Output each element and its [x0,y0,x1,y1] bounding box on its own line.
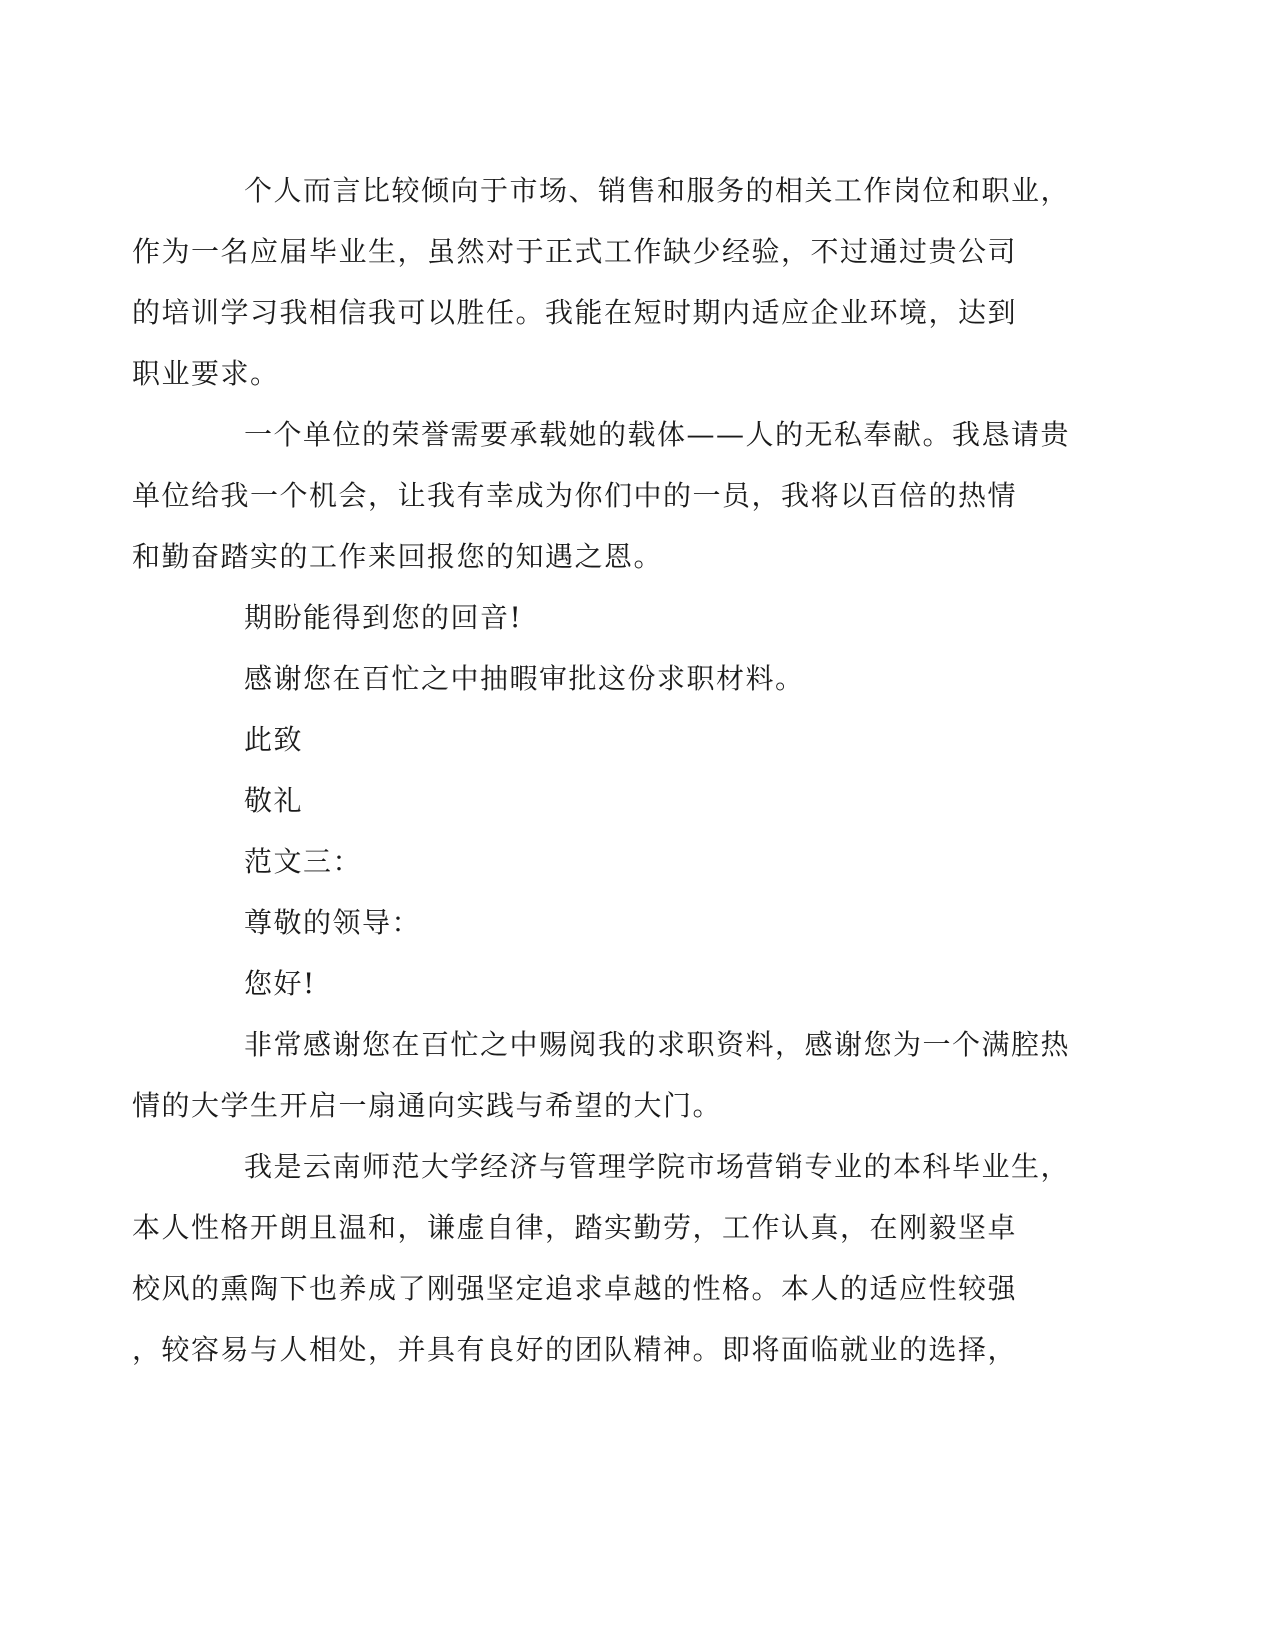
text-line: 尊敬的领导： [244,906,422,939]
text-line: 我是云南师范大学经济与管理学院市场营销专业的本科毕业生， [244,1150,1071,1183]
text-line: 和勤奋踏实的工作来回报您的知遇之恩。 [132,540,664,573]
paragraph-dedication [132,404,1078,587]
paragraph-self-introduction [132,1136,1078,1380]
paragraph-job-preference [132,160,1078,404]
text-line: 的培训学习我相信我可以胜任。我能在短时期内适应企业环境，达到 [132,296,1018,329]
text-line: 作为一名应届毕业生，虽然对于正式工作缺少经验，不过通过贵公司 [132,235,1018,268]
document-body [132,160,1078,1380]
text-line: 一个单位的荣誉需要承载她的载体——人的无私奉献。我恳请贵 [244,418,1071,451]
text-line: 敬礼 [244,784,304,817]
text-line: 情的大学生开启一扇通向实践与希望的大门。 [132,1089,723,1122]
text-line: 期盼能得到您的回音! [244,601,523,634]
greeting-addressee [188,892,1078,953]
closing-regards [188,770,1078,831]
text-line: ，较容易与人相处，并具有良好的团队精神。即将面临就业的选择， [132,1333,1018,1366]
section-heading-sample-three [188,831,1078,892]
text-line: 个人而言比较倾向于市场、销售和服务的相关工作岗位和职业， [244,174,1071,207]
paragraph-thanks [188,648,1078,709]
closing-salutation [188,709,1078,770]
paragraph-appreciation [132,1014,1078,1136]
text-line: 职业要求。 [132,357,280,390]
text-line: 此致 [244,723,304,756]
text-line: 非常感谢您在百忙之中赐阅我的求职资料，感谢您为一个满腔热 [244,1028,1071,1061]
text-line: 本人性格开朗且温和，谦虚自律，踏实勤劳，工作认真，在刚毅坚卓 [132,1211,1018,1244]
greeting-hello [188,953,1078,1014]
text-line: 感谢您在百忙之中抽暇审批这份求职材料。 [244,662,805,695]
text-line: 范文三： [244,845,363,878]
text-line: 校风的熏陶下也养成了刚强坚定追求卓越的性格。本人的适应性较强 [132,1272,1018,1305]
text-line: 单位给我一个机会，让我有幸成为你们中的一员，我将以百倍的热情 [132,479,1018,512]
text-line: 您好! [244,967,316,1000]
paragraph-hope-reply [188,587,1078,648]
